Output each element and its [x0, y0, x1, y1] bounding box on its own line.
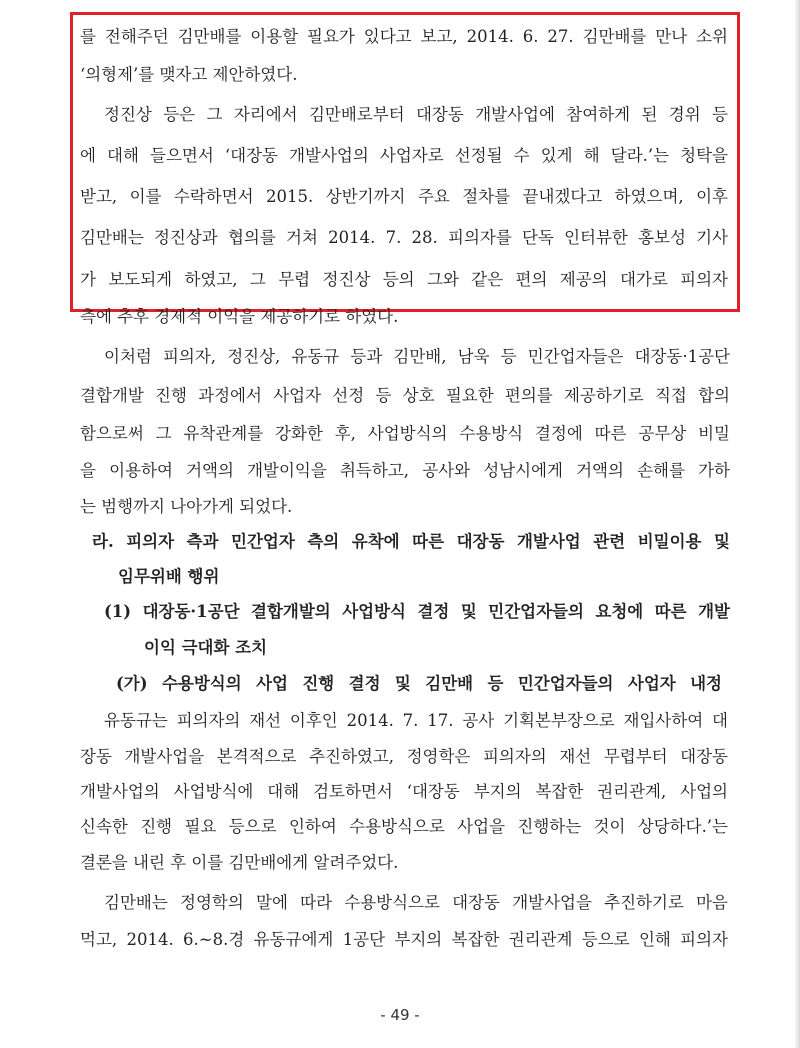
body-line-4: 을 이용하여 거액의 개발이익을 취득하고, 공사와 성남시에게 거액의 손해를 가하	[80, 461, 730, 480]
highlight-line-4: 에 대해 들으면서 ‘대장동 개발사업의 사업자로 선정될 수 있게 해 달라.’는 청탁을	[80, 146, 728, 165]
para-yoo-line-1: 유동규는 피의자의 재선 이후인 2014. 7. 17. 공사 기획본부장으로 재입사하여 대	[104, 711, 728, 730]
para-yoo-line-5: 결론을 내린 후 이를 김만배에게 알려주었다.	[80, 853, 399, 872]
heading-1-line-2: 이익 극대화 조치	[144, 638, 268, 657]
heading-ga: (가) 수용방식의 사업 진행 결정 및 김만배 등 민간업자들의 사업자 내정	[116, 674, 722, 693]
body-line-5: 는 범행까지 나아가게 되었다.	[80, 497, 293, 516]
highlight-line-5: 받고, 이를 수락하면서 2015. 상반기까지 주요 절차를 끝내겠다고 하였으며, 이후	[80, 187, 728, 206]
heading-la-line-1: 라. 피의자 측과 민간업자 측의 유착에 따른 대장동 개발사업 관련 비밀이용 및	[92, 532, 730, 551]
para-yoo-line-2: 장동 개발사업을 본격적으로 추진하였고, 정영학은 피의자의 재선 무렵부터 대장동	[80, 747, 728, 766]
highlight-line-3: 정진상 등은 그 자리에서 김만배로부터 대장동 개발사업에 참여하게 된 경위 등	[104, 105, 728, 124]
para-yoo-line-3: 개발사업의 사업방식에 대해 검토하면서 ‘대장동 부지의 복잡한 권리관계, 사업의	[80, 782, 728, 801]
body-line-3: 함으로써 그 유착관계를 강화한 후, 사업방식의 수용방식 결정에 따른 공무상 비밀	[80, 424, 730, 443]
page-number: - 49 -	[380, 1006, 420, 1024]
heading-1-line-1: (1) 대장동·1공단 결합개발의 사업방식 결정 및 민간업자들의 요청에 따른 개발	[104, 602, 730, 621]
heading-la-line-2: 임무위배 행위	[118, 567, 220, 586]
highlight-line-1: 를 전해주던 김만배를 이용할 필요가 있다고 보고, 2014. 6. 27. 김만배를 만나 소위	[80, 27, 728, 46]
para-kim-line-1: 김만배는 정영학의 말에 따라 수용방식으로 대장동 개발사업을 추진하기로 마음	[104, 893, 728, 912]
highlight-line-8: 측에 추후 경제적 이익을 제공하기로 하였다.	[80, 307, 399, 326]
page-edge-shadow	[794, 0, 800, 1048]
highlight-line-2: ‘의형제’를 맺자고 제안하였다.	[80, 65, 298, 84]
para-yoo-line-4: 신속한 진행 필요 등으로 인하여 수용방식으로 사업을 진행하는 것이 상당하다.’는	[80, 817, 728, 836]
body-line-1: 이처럼 피의자, 정진상, 유동규 등과 김만배, 남욱 등 민간업자들은 대장동·1공단	[104, 347, 730, 366]
para-kim-line-2: 먹고, 2014. 6.~8.경 유동규에게 1공단 부지의 복잡한 권리관계 등으로 인해 피의자	[80, 930, 728, 949]
body-line-2: 결합개발 진행 과정에서 사업자 선정 등 상호 필요한 편의를 제공하기로 직접 합의	[80, 386, 730, 405]
highlight-line-6: 김만배는 정진상과 협의를 거쳐 2014. 7. 28. 피의자를 단독 인터뷰한 홍보성 기사	[80, 228, 728, 247]
highlight-line-7: 가 보도되게 하였고, 그 무렵 정진상 등의 그와 같은 편의 제공의 대가로 피의자	[80, 270, 728, 289]
